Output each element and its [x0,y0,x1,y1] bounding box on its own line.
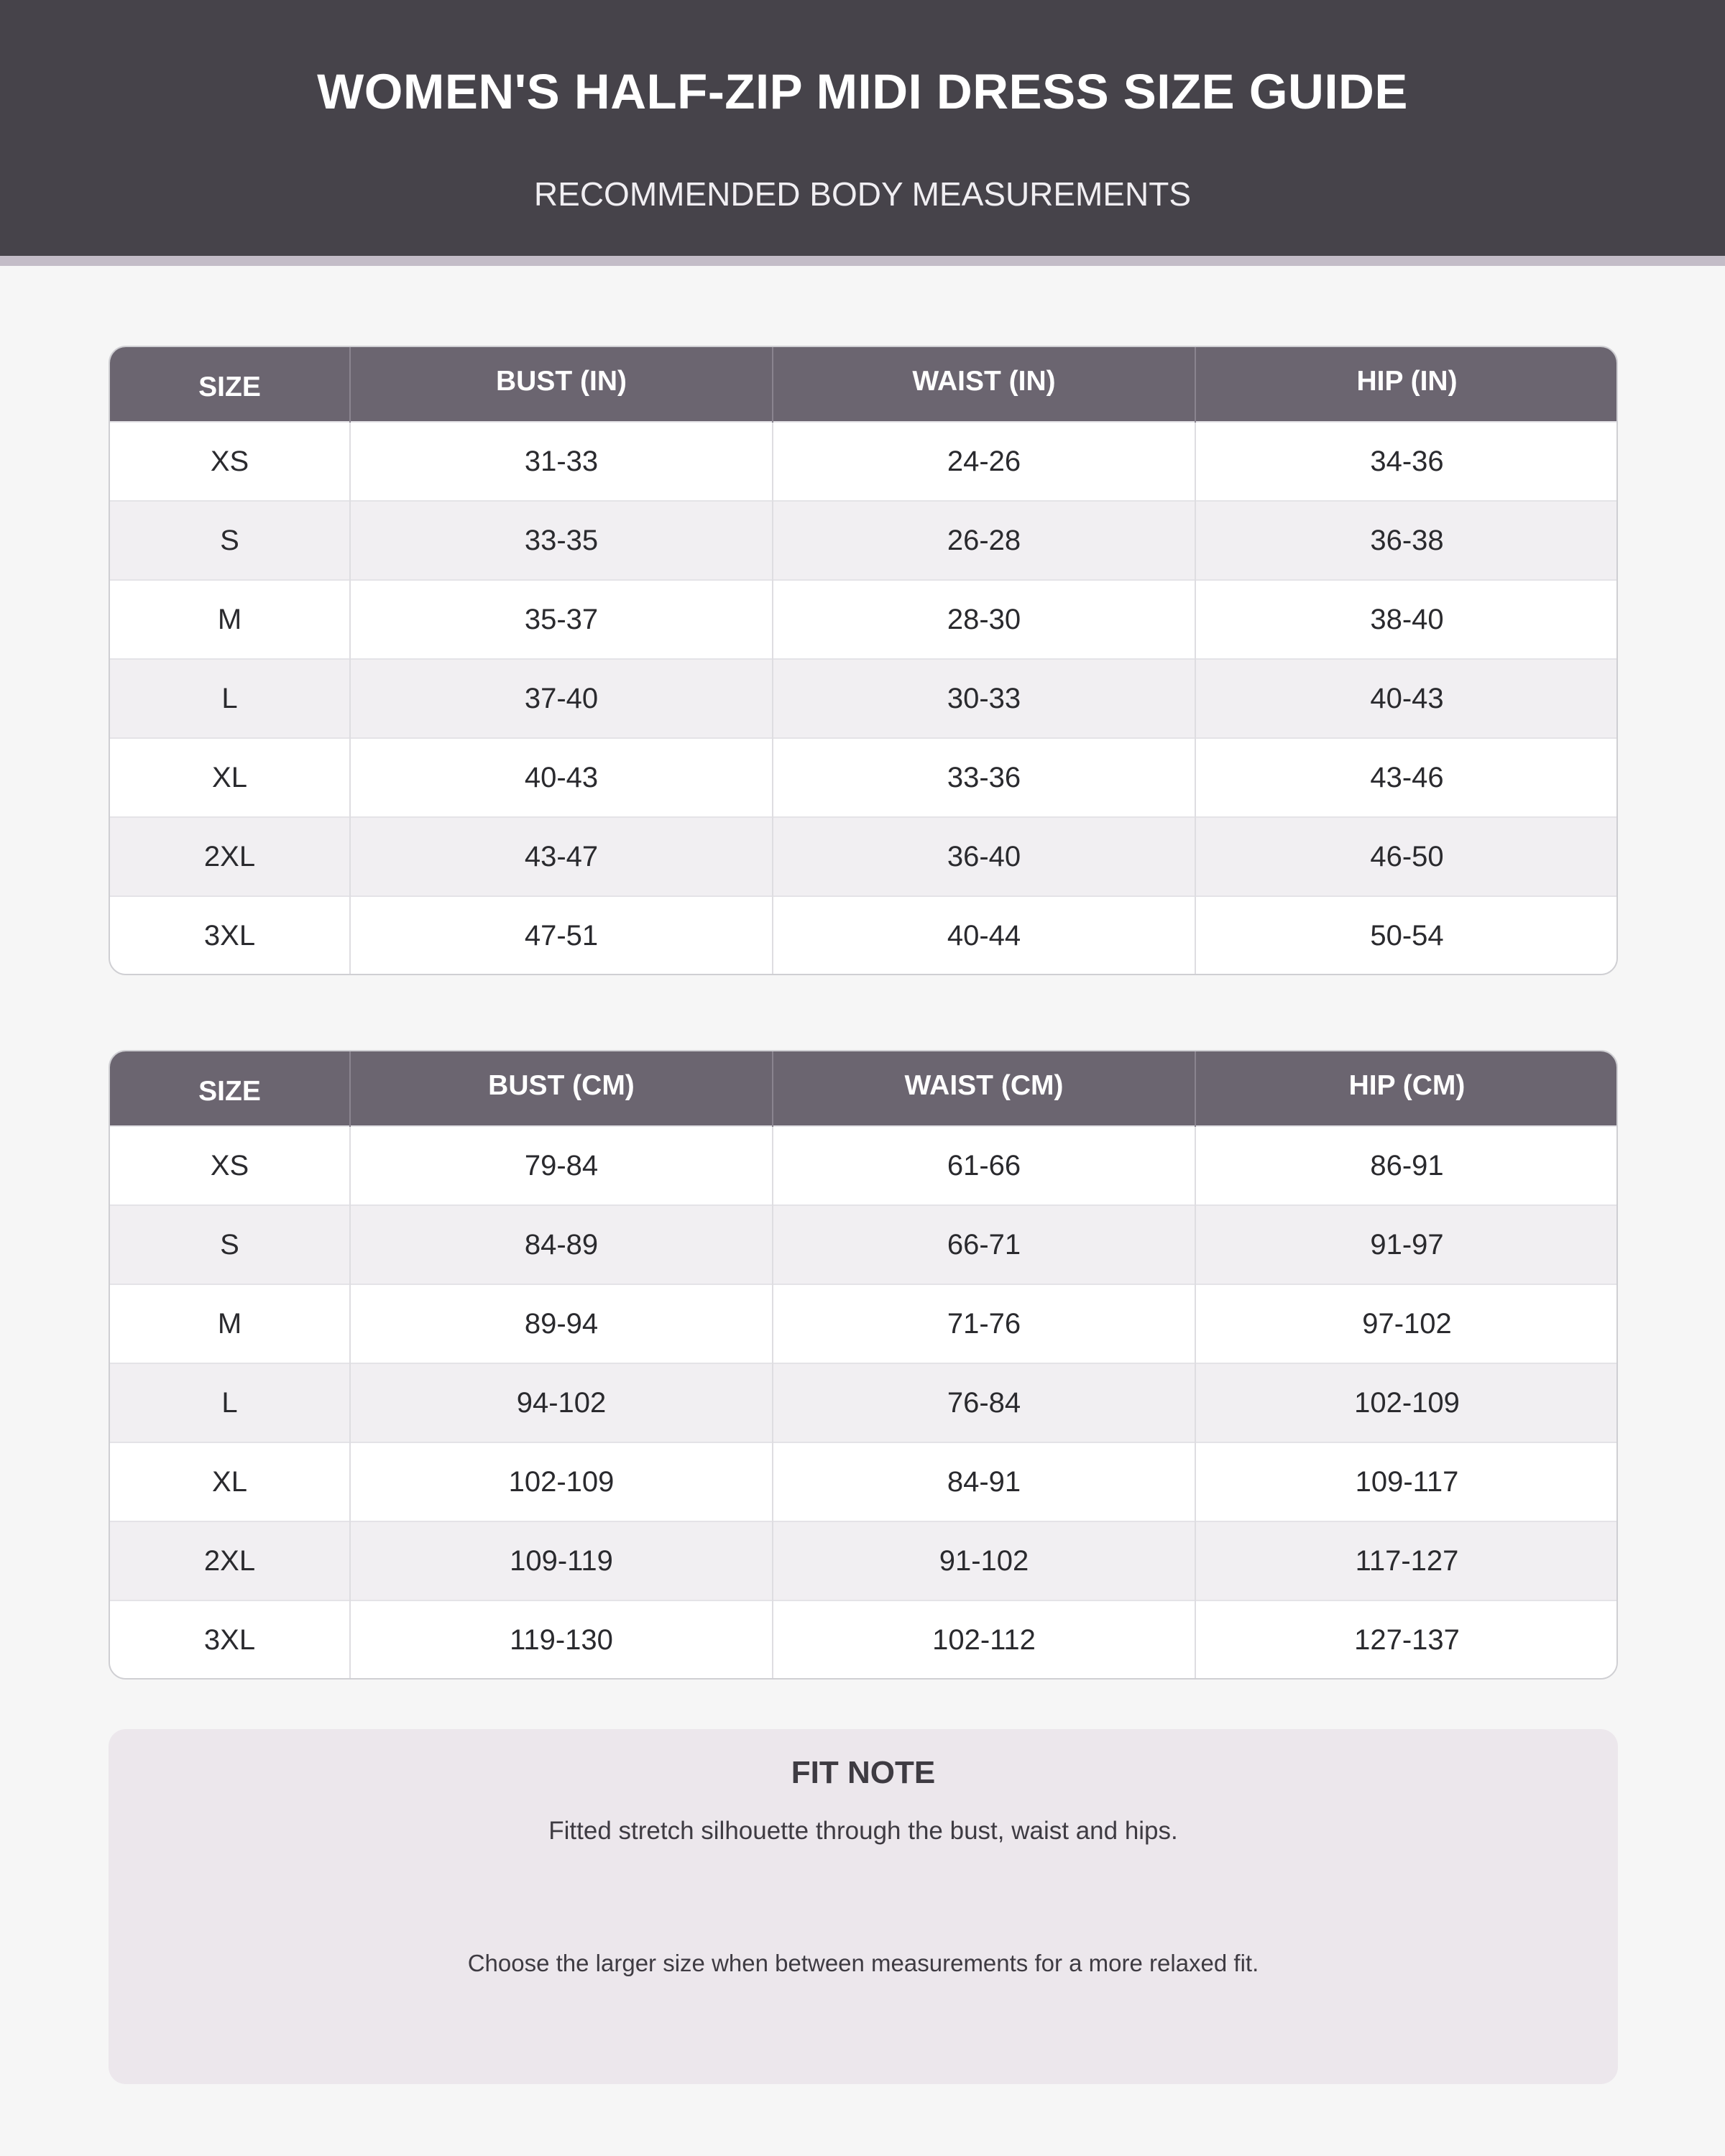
waist-cell: 61-66 [773,1126,1195,1205]
size-cell: L [110,1363,350,1442]
page-subtitle: RECOMMENDED BODY MEASUREMENTS [533,175,1192,213]
hip-cell: 91-97 [1195,1205,1618,1284]
table-row [110,896,1618,975]
size-cell: 2XL [110,817,350,896]
column-header-bust: BUST (IN) [350,347,773,422]
table-row [110,422,1618,501]
waist-cell: 30-33 [773,659,1195,738]
fit-note-panel [109,1729,1618,2084]
hip-cell: 102-109 [1195,1363,1618,1442]
column-header-hip: HIP (CM) [1195,1051,1618,1126]
bust-cell: 35-37 [350,580,773,659]
table-row [110,1600,1618,1680]
page-title: WOMEN'S HALF-ZIP MIDI DRESS SIZE GUIDE [317,64,1408,119]
bust-cell: 47-51 [350,896,773,975]
size-cell: 3XL [110,1600,350,1680]
size-cell: XS [110,1126,350,1205]
hip-cell: 38-40 [1195,580,1618,659]
column-header-size: SIZE [110,347,350,422]
waist-cell: 84-91 [773,1442,1195,1521]
size-cell: S [110,1205,350,1284]
table-row [110,1126,1618,1205]
table-row [110,659,1618,738]
table-row [110,817,1618,896]
waist-cell: 91-102 [773,1521,1195,1600]
waist-cell: 33-36 [773,738,1195,817]
hip-cell: 46-50 [1195,817,1618,896]
bust-cell: 109-119 [350,1521,773,1600]
size-cell: XL [110,1442,350,1521]
waist-cell: 102-112 [773,1600,1195,1680]
bust-cell: 40-43 [350,738,773,817]
waist-cell: 26-28 [773,501,1195,580]
table-row [110,1442,1618,1521]
size-table-inches [109,346,1618,975]
waist-cell: 28-30 [773,580,1195,659]
fit-note-tip: Choose the larger size when between measurements for a more relaxed fit. [467,1950,1259,1976]
bust-cell: 102-109 [350,1442,773,1521]
hip-cell: 86-91 [1195,1126,1618,1205]
table-row [110,1205,1618,1284]
waist-cell: 36-40 [773,817,1195,896]
bust-cell: 31-33 [350,422,773,501]
table-row [110,1363,1618,1442]
waist-cell: 76-84 [773,1363,1195,1442]
bust-cell: 84-89 [350,1205,773,1284]
bust-cell: 37-40 [350,659,773,738]
column-header-size: SIZE [110,1051,350,1126]
table-row [110,738,1618,817]
waist-cell: 71-76 [773,1284,1195,1363]
size-cell: XS [110,422,350,501]
hip-cell: 40-43 [1195,659,1618,738]
bust-cell: 94-102 [350,1363,773,1442]
table-row [110,1284,1618,1363]
hip-cell: 43-46 [1195,738,1618,817]
table-row [110,501,1618,580]
hip-cell: 50-54 [1195,896,1618,975]
column-header-waist: WAIST (CM) [773,1051,1195,1126]
bust-cell: 43-47 [350,817,773,896]
table-header-row [110,347,1618,422]
size-cell: L [110,659,350,738]
size-table-centimeters [109,1050,1618,1680]
waist-cell: 66-71 [773,1205,1195,1284]
size-cell: S [110,501,350,580]
bust-cell: 79-84 [350,1126,773,1205]
hip-cell: 109-117 [1195,1442,1618,1521]
size-cell: 2XL [110,1521,350,1600]
column-header-hip: HIP (IN) [1195,347,1618,422]
hip-cell: 36-38 [1195,501,1618,580]
size-cell: M [110,1284,350,1363]
table-header-row [110,1051,1618,1126]
bust-cell: 119-130 [350,1600,773,1680]
size-cell: M [110,580,350,659]
hip-cell: 127-137 [1195,1600,1618,1680]
fit-note-text: Fitted stretch silhouette through the bust, waist and hips. [548,1817,1178,1845]
fit-note-title: FIT NOTE [791,1755,936,1790]
page-header [0,0,1725,256]
column-header-bust: BUST (CM) [350,1051,773,1126]
hip-cell: 34-36 [1195,422,1618,501]
waist-cell: 24-26 [773,422,1195,501]
header-divider [0,256,1725,266]
bust-cell: 89-94 [350,1284,773,1363]
table-row [110,1521,1618,1600]
waist-cell: 40-44 [773,896,1195,975]
bust-cell: 33-35 [350,501,773,580]
table-row [110,580,1618,659]
column-header-waist: WAIST (IN) [773,347,1195,422]
size-cell: XL [110,738,350,817]
hip-cell: 117-127 [1195,1521,1618,1600]
size-cell: 3XL [110,896,350,975]
hip-cell: 97-102 [1195,1284,1618,1363]
